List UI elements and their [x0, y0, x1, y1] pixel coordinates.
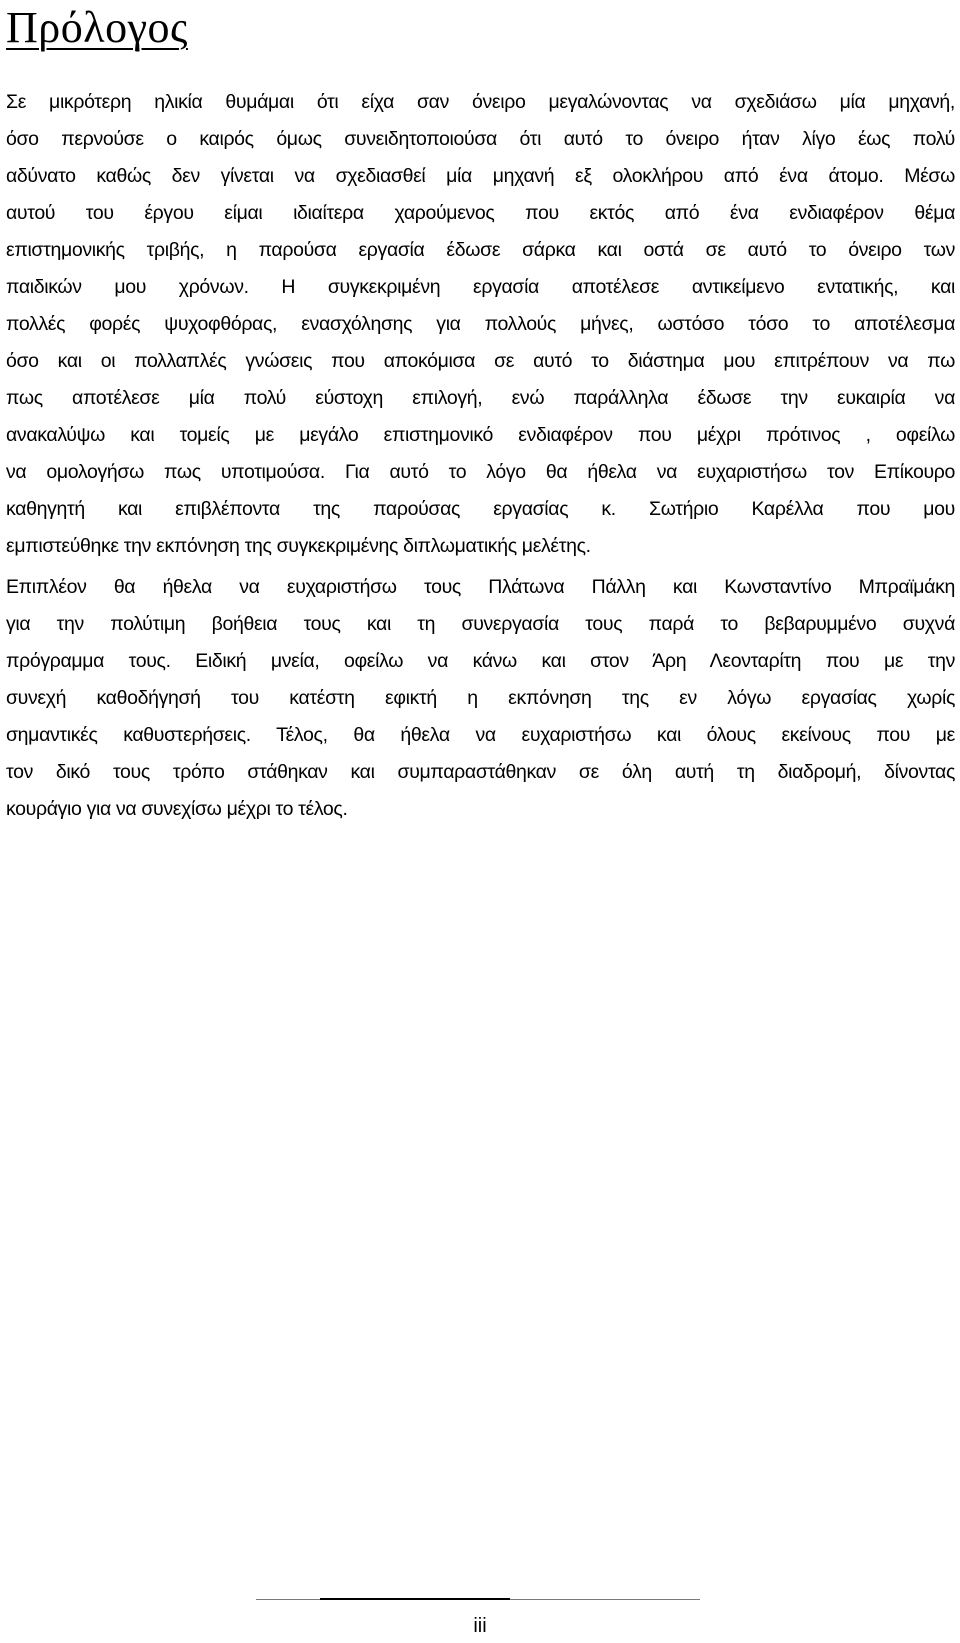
text-line: όσο και οι πολλαπλές γνώσεις που αποκόμισα σε αυτό το διάστημα μου επιτρέπουν να πω: [6, 350, 955, 372]
text-line: αυτού του έργου είμαι ιδιαίτερα χαρούμενος που εκτός από ένα ενδιαφέρον θέμα: [6, 202, 955, 224]
text-line: πως αποτέλεσε μία πολύ εύστοχη επιλογή, ενώ παράλληλα έδωσε την ευκαιρία να: [6, 387, 955, 409]
text-line: καθηγητή και επιβλέποντα της παρούσας εργασίας κ. Σωτήριο Καρέλλα που μου: [6, 498, 955, 520]
text-line: τον δικό τους τρόπο στάθηκαν και συμπαραστάθηκαν σε όλη αυτή τη διαδρομή, δίνοντας: [6, 761, 955, 783]
text-line: όσο περνούσε ο καιρός όμως συνειδητοποιούσα ότι αυτό το όνειρο ήταν λίγο έως πολύ: [6, 128, 955, 150]
page-number: iii: [473, 1615, 487, 1637]
text-line: Σε μικρότερη ηλικία θυμάμαι ότι είχα σαν όνειρο μεγαλώνοντας να σχεδιάσω μία μηχανή,: [6, 91, 955, 113]
text-line: σημαντικές καθυστερήσεις. Τέλος, θα ήθελα να ευχαριστήσω και όλους εκείνους που με: [6, 724, 955, 746]
page-title: Πρόλογος: [6, 3, 188, 52]
text-line: παιδικών μου χρόνων. Η συγκεκριμένη εργασία αποτέλεσε αντικείμενο εντατικής, και: [6, 276, 955, 298]
text-line: επιστημονικής τριβής, η παρούσα εργασία έδωσε σάρκα και οστά σε αυτό το όνειρο των: [6, 239, 955, 261]
text-line: εμπιστεύθηκε την εκπόνηση της συγκεκριμένης διπλωματικής μελέτης.: [6, 535, 591, 557]
text-line: για την πολύτιμη βοήθεια τους και τη συνεργασία τους παρά το βεβαρυμμένο συχνά: [6, 613, 955, 635]
text-line: αδύνατο καθώς δεν γίνεται να σχεδιασθεί μία μηχανή εξ ολοκλήρου από ένα άτομο. Μέσω: [6, 165, 955, 187]
text-line: συνεχή καθοδήγησή του κατέστη εφικτή η εκπόνηση της εν λόγω εργασίας χωρίς: [6, 687, 955, 709]
text-line: Επιπλέον θα ήθελα να ευχαριστήσω τους Πλάτωνα Πάλλη και Κωνσταντίνο Μπραϊμάκη: [6, 576, 955, 598]
footer-divider-accent: [320, 1598, 510, 1600]
text-line: να ομολογήσω πως υποτιμούσα. Για αυτό το λόγο θα ήθελα να ευχαριστήσω τον Επίκουρο: [6, 461, 955, 483]
text-line: πολλές φορές ψυχοφθόρας, ενασχόλησης για πολλούς μήνες, ωστόσο τόσο το αποτέλεσμα: [6, 313, 955, 335]
text-line: ανακαλύψω και τομείς με μεγάλο επιστημονικό ενδιαφέρον που μέχρι πρότινος , οφείλω: [6, 424, 955, 446]
paragraph-acknowledgement-1: [6, 84, 955, 565]
text-line: κουράγιο για να συνεχίσω μέχρι το τέλος.: [6, 798, 348, 820]
paragraph-acknowledgement-2: [6, 569, 955, 828]
text-line: πρόγραμμα τους. Ειδική μνεία, οφείλω να κάνω και στον Άρη Λεονταρίτη που με την: [6, 650, 955, 672]
